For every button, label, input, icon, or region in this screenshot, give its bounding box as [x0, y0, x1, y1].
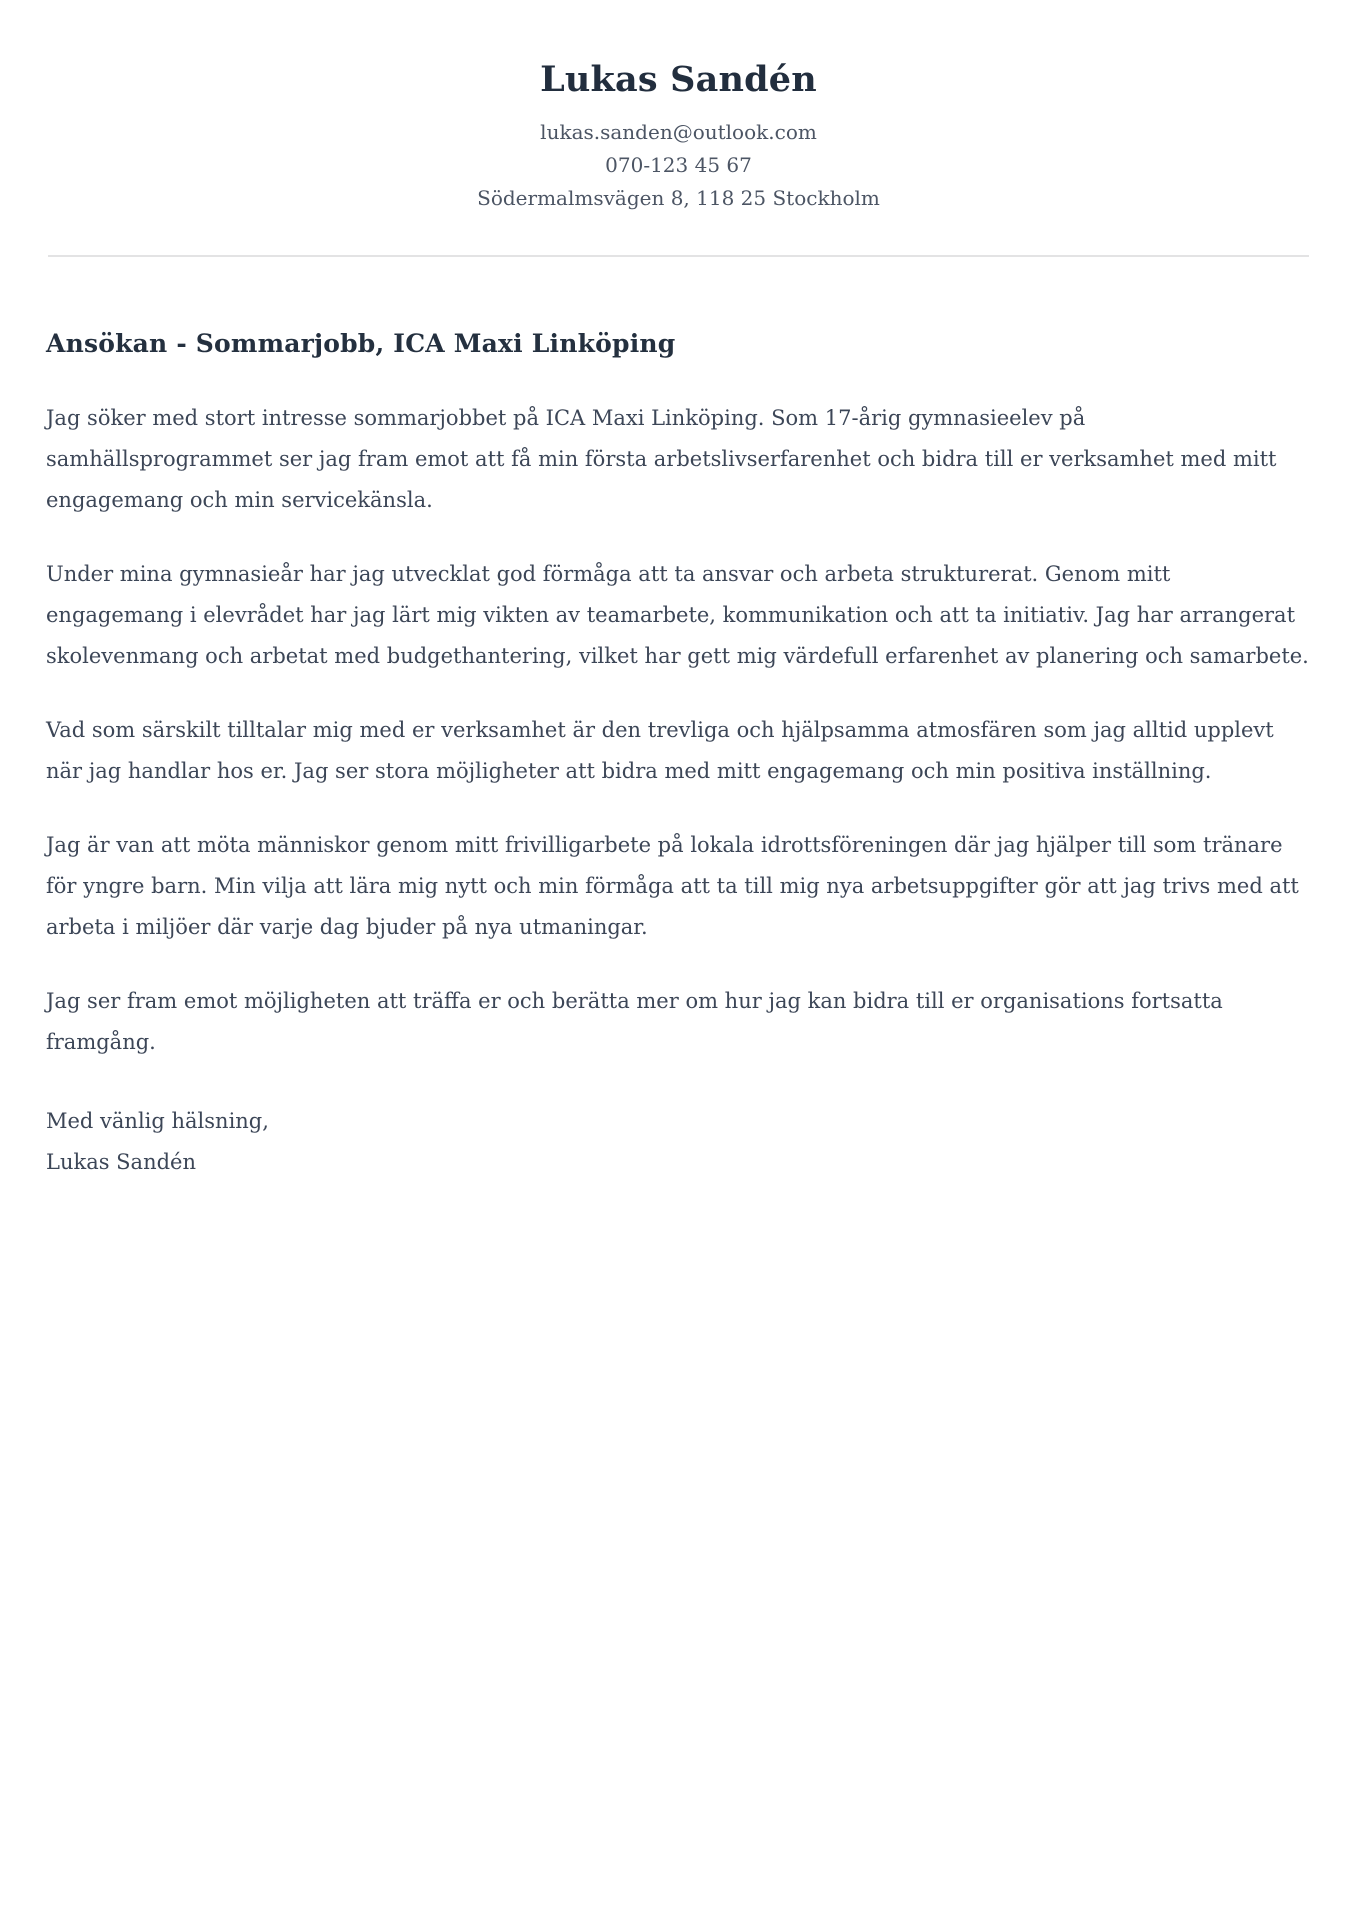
- contact-phone: 070-123 45 67: [605, 152, 752, 177]
- letter-paragraph-3: Vad som särskilt tilltalar mig med er verksamhet är den trevliga och hjälpsamma atmosfären som jag alltid upplevt när jag handlar hos er. Jag ser stora möjligheter att bidra med mitt engagemang och min positiva inställning.: [46, 717, 1274, 783]
- letter-paragraph-2: Under mina gymnasieår har jag utvecklat god förmåga att ta ansvar och arbeta strukturerat. Genom mitt engagemang i elevrådet har jag lärt mig vikten av teamarbete, kommunikation och att ta initiativ. Jag har arrangerat skolevenmang och arbetat med budgethantering, vilket har gett mig värdefull erfarenhet av planering och samarbete.: [46, 561, 1309, 668]
- header-divider: [48, 255, 1309, 257]
- signature-name: Lukas Sandén: [46, 1149, 196, 1174]
- contact-email: lukas.sanden@outlook.com: [540, 119, 817, 144]
- letter-paragraph-4: Jag är van att möta människor genom mitt frivilligarbete på lokala idrottsföreningen där jag hjälper till som tränare för yngre barn. Min vilja att lära mig nytt och min förmåga att ta till mig nya arbetsuppgifter gör att jag trivs med att arbeta i miljöer där varje dag bjuder på nya utmaningar.: [46, 832, 1299, 939]
- letter-body: [46, 329, 1311, 1183]
- contact-block: [46, 116, 1311, 215]
- closing-phrase: Med vänlig hälsning,: [46, 1108, 269, 1133]
- letter-paragraph-5: Jag ser fram emot möjligheten att träffa er och berätta mer om hur jag kan bidra till er organisations fortsatta framgång.: [46, 988, 1223, 1054]
- letter-header: [46, 40, 1311, 215]
- subject-line: Ansökan - Sommarjobb, ICA Maxi Linköping: [46, 328, 676, 358]
- contact-address: Södermalmsvägen 8, 118 25 Stockholm: [477, 185, 880, 210]
- closing-block: [46, 1101, 1311, 1183]
- person-name: Lukas Sandén: [540, 59, 817, 100]
- letter-paragraph-1: Jag söker med stort intresse sommarjobbet på ICA Maxi Linköping. Som 17-årig gymnasieelev på samhällsprogrammet ser jag fram emot att få min första arbetslivserfarenhet och bidra till er verksamhet med mitt engagemang och min servicekänsla.: [46, 405, 1277, 512]
